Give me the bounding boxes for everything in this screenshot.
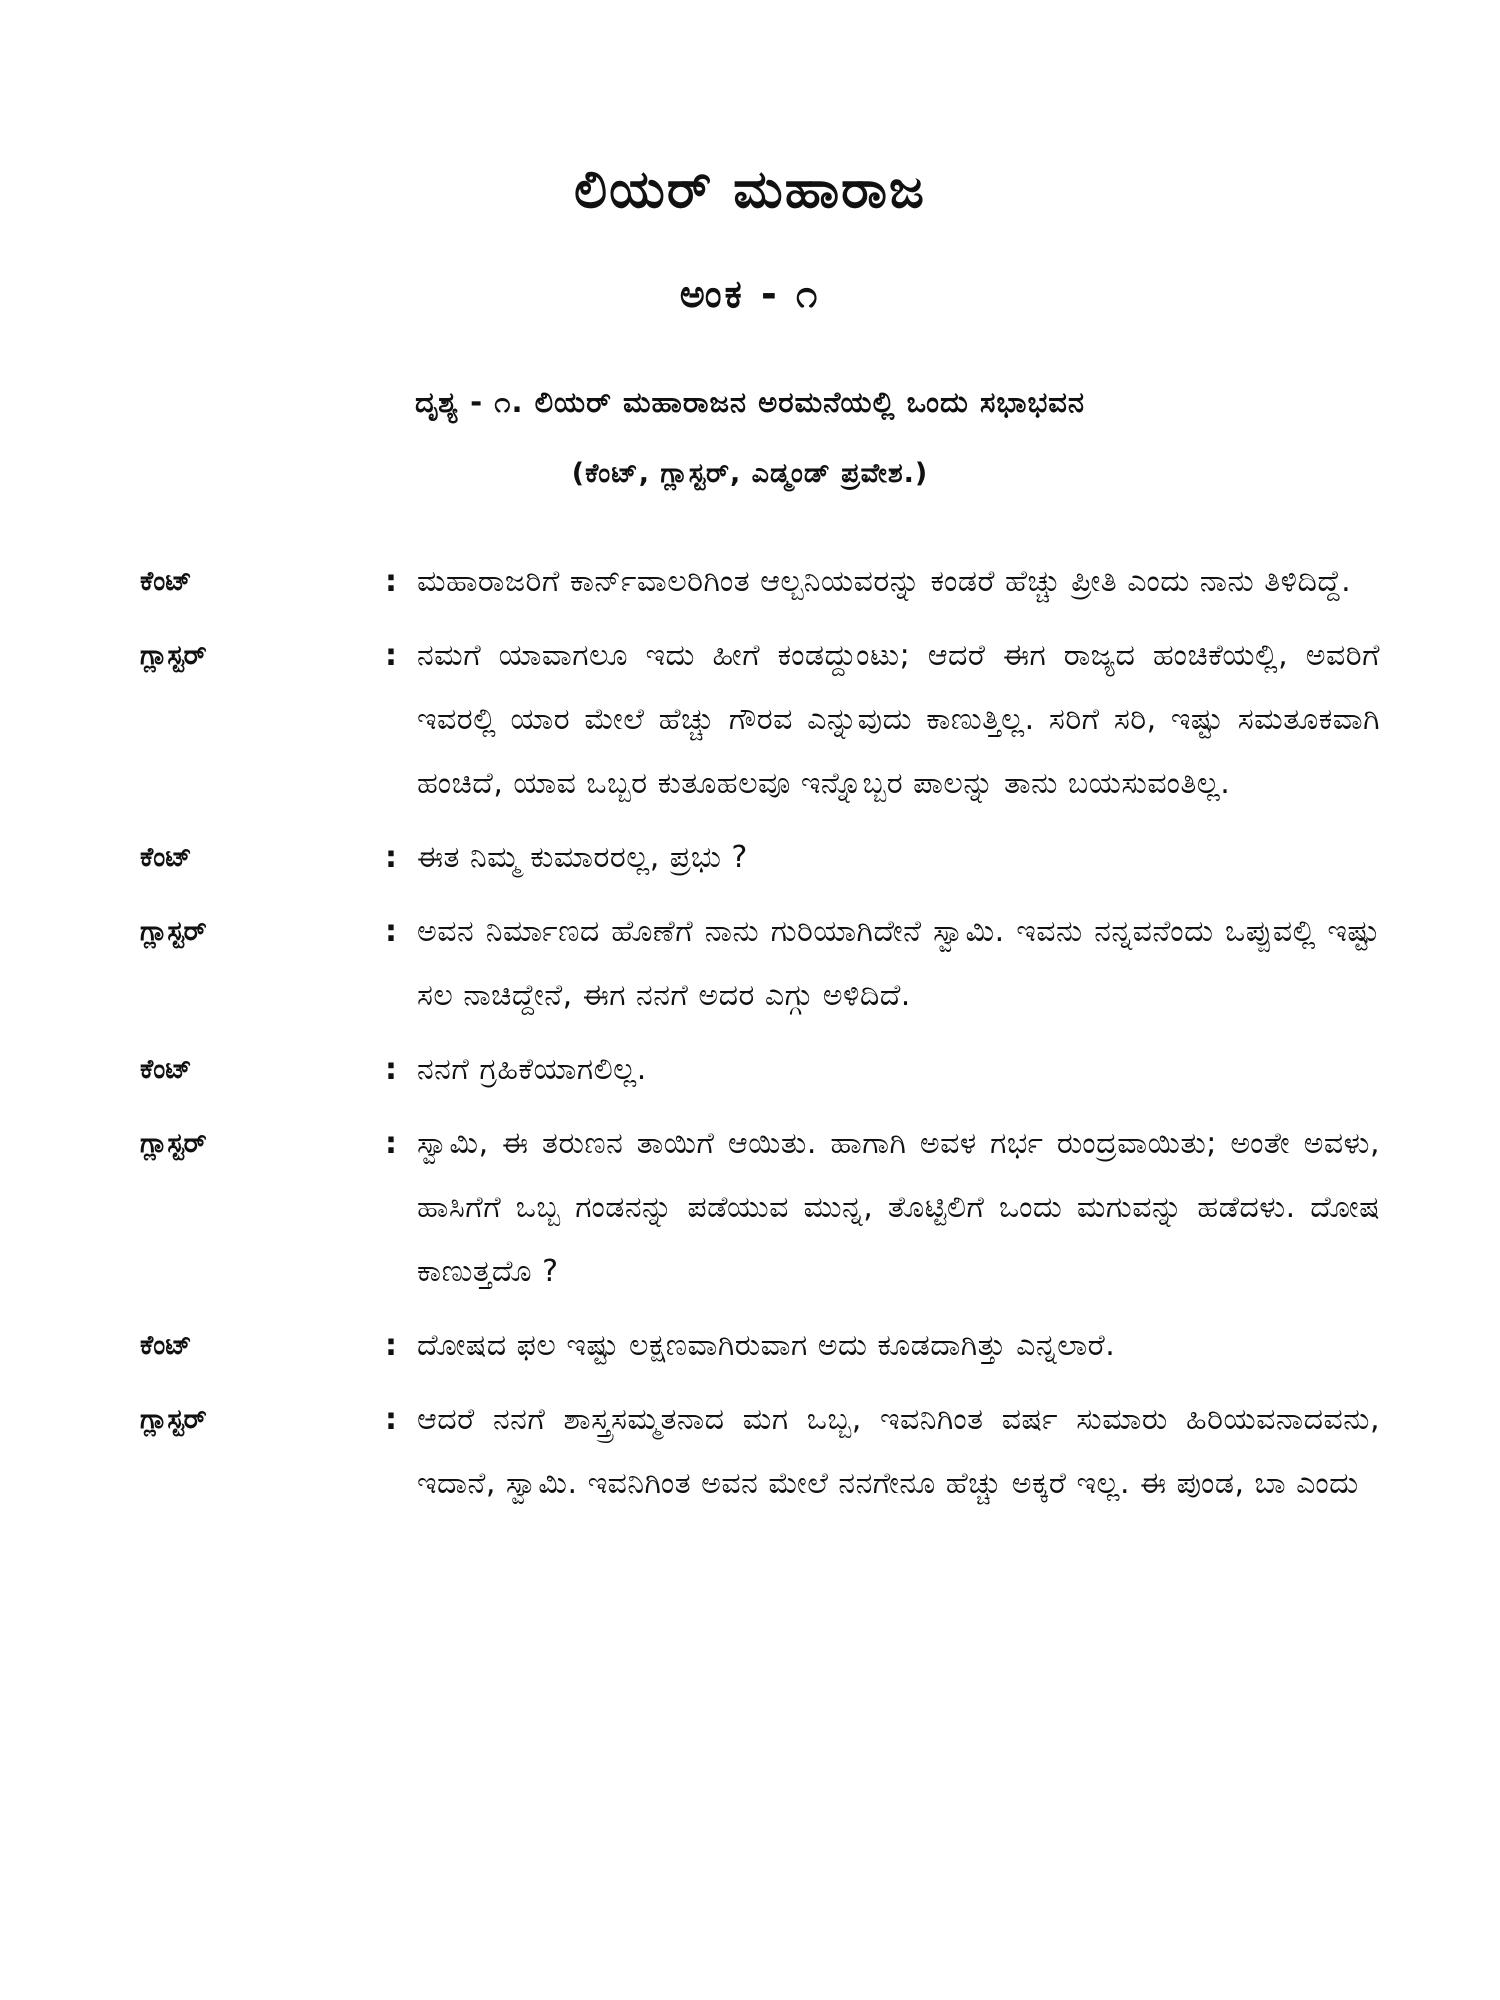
speaker-colon: : (385, 564, 397, 599)
speaker-name: ಗ್ಲಾಸ್ಟರ್ (140, 640, 207, 671)
act-heading: ಅಂಕ - ೧ (679, 272, 821, 316)
stage-direction: (ಕೆಂಟ್, ಗ್ಲಾಸ್ಟರ್, ಎಡ್ಮಂಡ್ ಪ್ರವೇಶ.) (571, 458, 929, 489)
speaker-colon: : (385, 1126, 397, 1161)
dialogue-turn (140, 550, 1380, 614)
speaker-name: ಗ್ಲಾಸ್ಟರ್ (140, 916, 207, 947)
dialogue-text: ನನಗೆ ಗ್ರಹಿಕೆಯಾಗಲಿಲ್ಲ. (417, 1052, 647, 1087)
dialogue-block (140, 550, 1380, 1526)
scene-heading: ದೃಶ್ಯ - ೧. ಲಿಯರ್ ಮಹಾರಾಜನ ಅರಮನೆಯಲ್ಲಿ ಒಂದು ಸಭಾಭವನ (414, 385, 1085, 419)
dialogue-turn (140, 1112, 1380, 1304)
dialogue-turn (140, 1314, 1380, 1378)
speaker-name: ಕೆಂಟ್ (140, 842, 192, 873)
dialogue-text: ದೋಷದ ಫಲ ಇಷ್ಟು ಲಕ್ಷಣವಾಗಿರುವಾಗ ಅದು ಕೂಡದಾಗಿತ್ತು ಎನ್ನಲಾರೆ. (417, 1328, 1116, 1363)
speaker-colon: : (385, 1052, 397, 1087)
dialogue-text: ಮಹಾರಾಜರಿಗೆ ಕಾರ್ನ್‌ವಾಲರಿಗಿಂತ ಆಲ್ಬನಿಯವರನ್ನು ಕಂಡರೆ ಹೆಚ್ಚು ಪ್ರೀತಿ ಎಂದು ನಾನು ತಿಳಿದಿದ್ದೆ. (417, 564, 1352, 599)
dialogue-text: ನಮಗೆ ಯಾವಾಗಲೂ ಇದು ಹೀಗೆ ಕಂಡದ್ದುಂಟು; ಆದರೆ ಈಗ ರಾಜ್ಯದ ಹಂಚಿಕೆಯಲ್ಲಿ, ಅವರಿಗೆ ಇವರಲ್ಲಿ ಯಾರ ಮೇಲೆ ಹೆಚ್ಚು ಗೌರವ ಎನ್ನುವುದು ಕಾಣುತ್ತಿಲ್ಲ. ಸರಿಗೆ ಸರಿ, ಇಷ್ಟು ಸಮತೂಕವಾಗಿ ಹಂಚಿದೆ, ಯಾವ ಒಬ್ಬರ ಕುತೂಹಲವೂ ಇನ್ನೊಬ್ಬರ ಪಾಲನ್ನು ತಾನು ಬಯಸುವಂತಿಲ್ಲ. (417, 638, 1380, 801)
speaker-name: ಕೆಂಟ್ (140, 566, 192, 597)
dialogue-turn (140, 1038, 1380, 1102)
dialogue-turn (140, 826, 1380, 890)
speaker-name: ಗ್ಲಾಸ್ಟರ್ (140, 1404, 207, 1435)
dialogue-text: ಅವನ ನಿರ್ಮಾಣದ ಹೊಣೆಗೆ ನಾನು ಗುರಿಯಾಗಿದೇನೆ ಸ್ವಾಮಿ. ಇವನು ನನ್ನವನೆಂದು ಒಪ್ಪುವಲ್ಲಿ ಇಷ್ಟು ಸಲ ನಾಚಿದ್ದೇನೆ, ಈಗ ನನಗೆ ಅದರ ಎಗ್ಗು ಅಳಿದಿದೆ. (417, 914, 1380, 1013)
speaker-colon: : (385, 638, 397, 673)
speaker-colon: : (385, 1402, 397, 1437)
speaker-name: ಗ್ಲಾಸ್ಟರ್ (140, 1128, 207, 1159)
dialogue-turn (140, 624, 1380, 816)
speaker-colon: : (385, 914, 397, 949)
dialogue-turn (140, 1388, 1380, 1516)
play-title: ಲಿಯರ್ ಮಹಾರಾಜ (574, 160, 926, 220)
speaker-name: ಕೆಂಟ್ (140, 1054, 192, 1085)
dialogue-text: ಸ್ವಾಮಿ, ಈ ತರುಣನ ತಾಯಿಗೆ ಆಯಿತು. ಹಾಗಾಗಿ ಅವಳ ಗರ್ಭ ರುಂದ್ರವಾಯಿತು; ಅಂತೇ ಅವಳು, ಹಾಸಿಗೆಗೆ ಒಬ್ಬ ಗಂಡನನ್ನು ಪಡೆಯುವ ಮುನ್ನ, ತೊಟ್ಟಿಲಿಗೆ ಒಂದು ಮಗುವನ್ನು ಹಡೆದಳು. ದೋಷ ಕಾಣುತ್ತದೊ ? (417, 1126, 1380, 1289)
dialogue-text: ಆದರೆ ನನಗೆ ಶಾಸ್ತ್ರಸಮ್ಮತನಾದ ಮಗ ಒಬ್ಬ, ಇವನಿಗಿಂತ ವರ್ಷ ಸುಮಾರು ಹಿರಿಯವನಾದವನು, ಇದಾನೆ, ಸ್ವಾಮಿ. ಇವನಿಗಿಂತ ಅವನ ಮೇಲೆ ನನಗೇನೂ ಹೆಚ್ಚು ಅಕ್ಕರೆ ಇಲ್ಲ. ಈ ಪುಂಡ, ಬಾ ಎಂದು (417, 1402, 1380, 1501)
speaker-colon: : (385, 840, 397, 875)
speaker-name: ಕೆಂಟ್ (140, 1330, 192, 1361)
dialogue-turn (140, 900, 1380, 1028)
speaker-colon: : (385, 1328, 397, 1363)
dialogue-text: ಈತ ನಿಮ್ಮ ಕುಮಾರರಲ್ಲ, ಪ್ರಭು ? (417, 840, 748, 875)
